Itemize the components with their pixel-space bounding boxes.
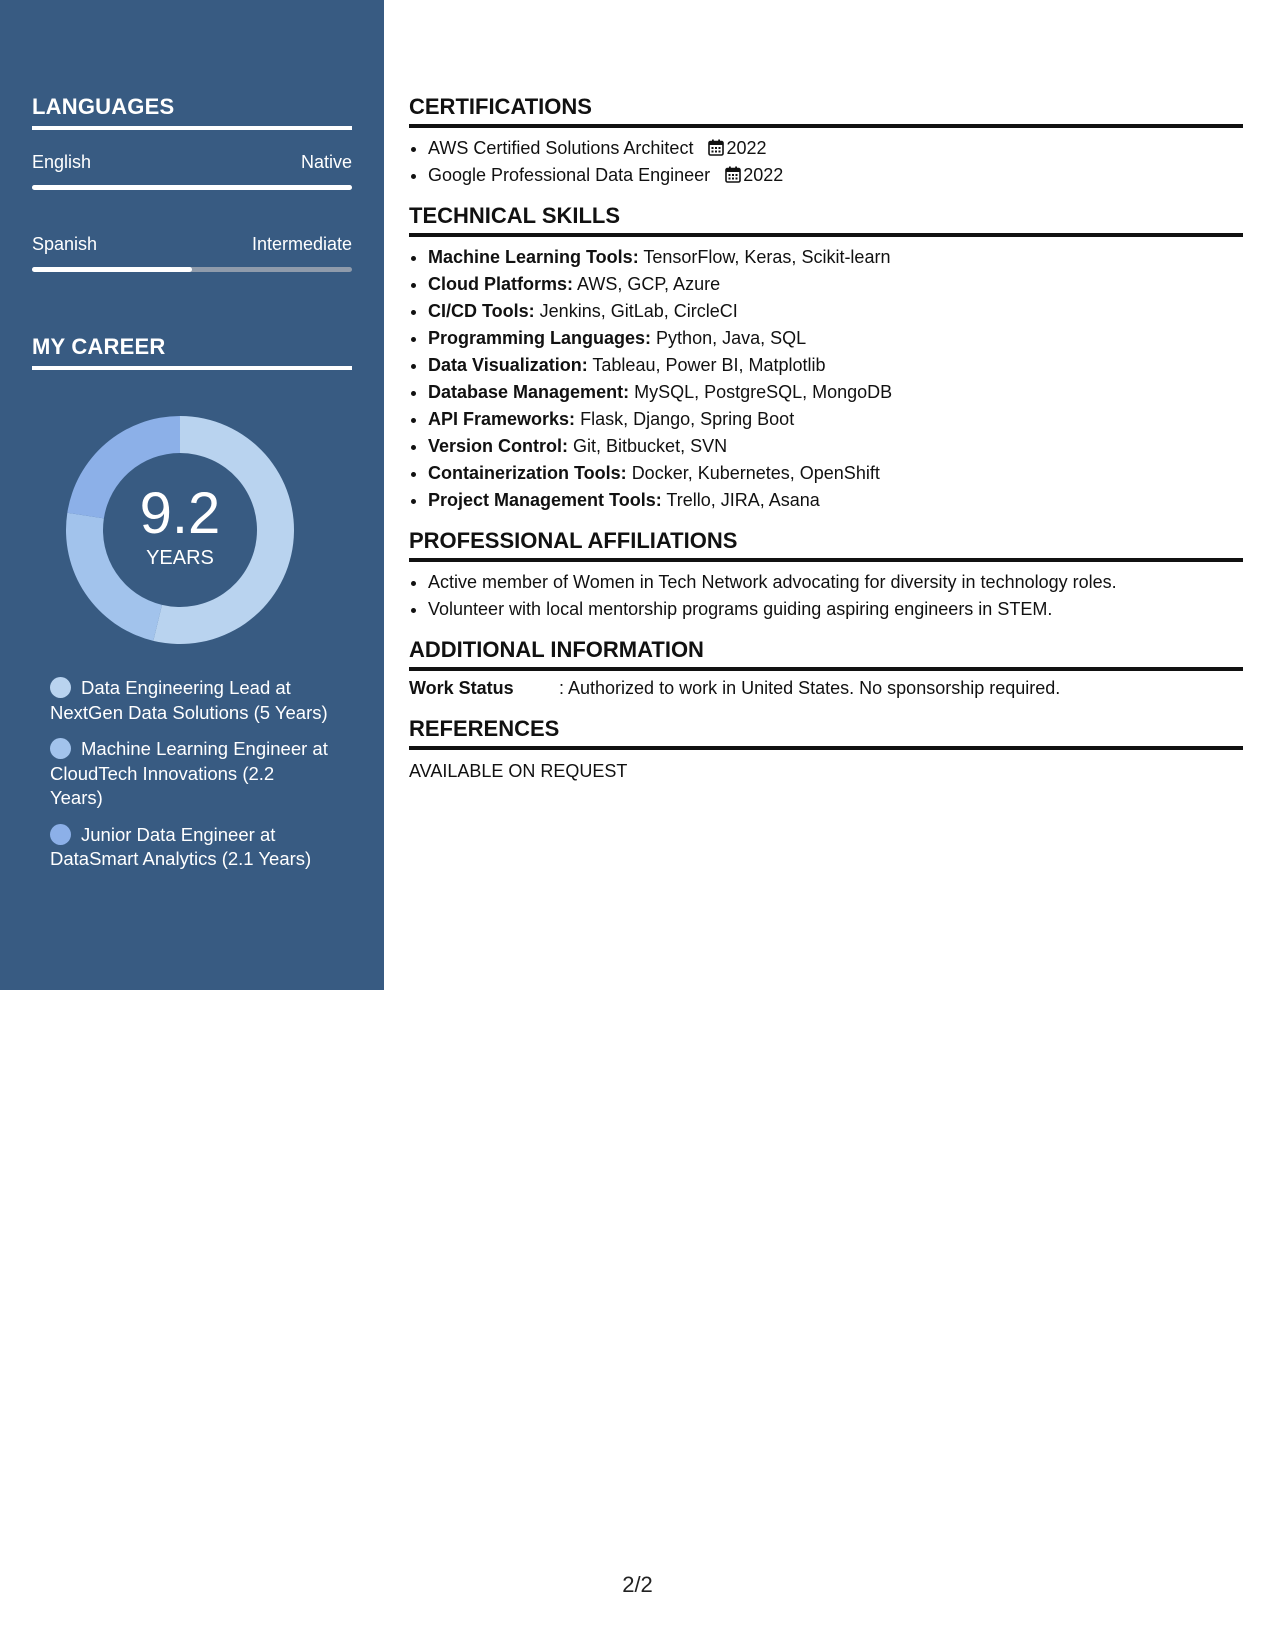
skill-value: Python, Java, SQL (656, 328, 807, 348)
languages-section (32, 94, 352, 272)
skill-value: Git, Bitbucket, SVN (573, 436, 728, 456)
affiliation-item: • Active member of Women in Tech Network advocating for diversity in technology roles. (428, 569, 1243, 596)
skill-item (428, 406, 1243, 433)
career-legend (50, 676, 330, 884)
languages-heading: LANGUAGES (32, 94, 352, 130)
skill-label: Version Control: (428, 436, 569, 456)
certifications-list (409, 135, 1243, 189)
affiliations-title: PROFESSIONAL AFFILIATIONS (409, 528, 1243, 562)
language-english (32, 152, 352, 190)
legend-dot-icon (50, 738, 71, 759)
certification-year: 2022 (743, 165, 784, 185)
skill-label: Data Visualization: (428, 355, 588, 375)
skill-item (428, 487, 1243, 514)
work-status-value: : Authorized to work in United States. No sponsorship required. (559, 678, 1061, 698)
skill-value: Trello, JIRA, Asana (666, 490, 820, 510)
career-heading: MY CAREER (32, 334, 352, 370)
skill-value: Jenkins, GitLab, CircleCI (539, 301, 738, 321)
certifications-title: CERTIFICATIONS (409, 94, 1243, 128)
skill-item (428, 271, 1243, 298)
calendar-icon (708, 139, 724, 156)
legend-dot-icon (50, 677, 71, 698)
skill-label: API Frameworks: (428, 409, 576, 429)
affiliations-list (409, 569, 1243, 623)
certification-item (428, 135, 1243, 162)
skill-item (428, 325, 1243, 352)
certification-year: 2022 (726, 138, 767, 158)
calendar-icon (725, 166, 741, 183)
language-level: Native (300, 152, 352, 172)
references-section (409, 716, 1243, 785)
career-donut-chart (66, 416, 294, 644)
skill-item (428, 244, 1243, 271)
references-title: REFERENCES (409, 716, 1243, 750)
additional-info-title: ADDITIONAL INFORMATION (409, 637, 1243, 671)
technical-skills-list (409, 244, 1243, 514)
language-proficiency-fill (32, 267, 192, 272)
skill-label: Machine Learning Tools: (428, 247, 639, 267)
skill-item (428, 298, 1243, 325)
affiliations-section (409, 528, 1243, 623)
career-item-text: Data Engineering Lead at NextGen Data Solutions (5 Years) (50, 677, 328, 723)
language-proficiency-bar (32, 185, 352, 190)
sidebar (0, 0, 384, 990)
skill-value: TensorFlow, Keras, Scikit-learn (643, 247, 891, 267)
skill-label: Database Management: (428, 382, 630, 402)
affiliation-item: • Volunteer with local mentorship programs guiding aspiring engineers in STEM. (428, 596, 1243, 623)
career-legend-item (50, 823, 330, 872)
technical-skills-section (409, 203, 1243, 514)
career-total-unit: YEARS (146, 546, 214, 569)
main-content (409, 94, 1243, 785)
additional-info-section (409, 637, 1243, 702)
skill-item (428, 352, 1243, 379)
career-item-text: Junior Data Engineer at DataSmart Analytics (2.1 Years) (50, 823, 312, 869)
certifications-section (409, 94, 1243, 189)
work-status-row (409, 675, 1243, 702)
language-level: Intermediate (251, 234, 352, 254)
skill-item (428, 379, 1243, 406)
career-total-years: 9.2 (139, 480, 221, 546)
certification-name: AWS Certified Solutions Architect (428, 138, 694, 158)
career-item-text: Machine Learning Engineer at CloudTech Innovations (2.2 Years) (50, 738, 328, 808)
language-spanish (32, 234, 352, 272)
skill-item (428, 433, 1243, 460)
skill-item (428, 460, 1243, 487)
references-text: AVAILABLE ON REQUEST (409, 761, 628, 781)
skill-label: Cloud Platforms: (428, 274, 574, 294)
skill-label: CI/CD Tools: (428, 301, 535, 321)
certification-name: Google Professional Data Engineer (428, 165, 711, 185)
skill-label: Containerization Tools: (428, 463, 627, 483)
career-legend-item (50, 737, 330, 811)
certification-item (428, 162, 1243, 189)
work-status-label: Work Status (409, 678, 514, 698)
donut-center (66, 416, 294, 644)
skill-label: Programming Languages: (428, 328, 652, 348)
skill-label: Project Management Tools: (428, 490, 662, 510)
skill-value: Docker, Kubernetes, OpenShift (631, 463, 880, 483)
language-name: Spanish (32, 234, 98, 254)
skill-value: MySQL, PostgreSQL, MongoDB (634, 382, 893, 402)
language-proficiency-fill (32, 185, 352, 190)
language-name: English (32, 152, 92, 172)
page-number: 2/2 (622, 1572, 653, 1597)
language-proficiency-bar (32, 267, 352, 272)
career-legend-item (50, 676, 330, 725)
career-section (32, 334, 352, 370)
technical-skills-title: TECHNICAL SKILLS (409, 203, 1243, 237)
skill-value: Flask, Django, Spring Boot (580, 409, 795, 429)
legend-dot-icon (50, 824, 71, 845)
skill-value: AWS, GCP, Azure (577, 274, 721, 294)
skill-value: Tableau, Power BI, Matplotlib (592, 355, 826, 375)
